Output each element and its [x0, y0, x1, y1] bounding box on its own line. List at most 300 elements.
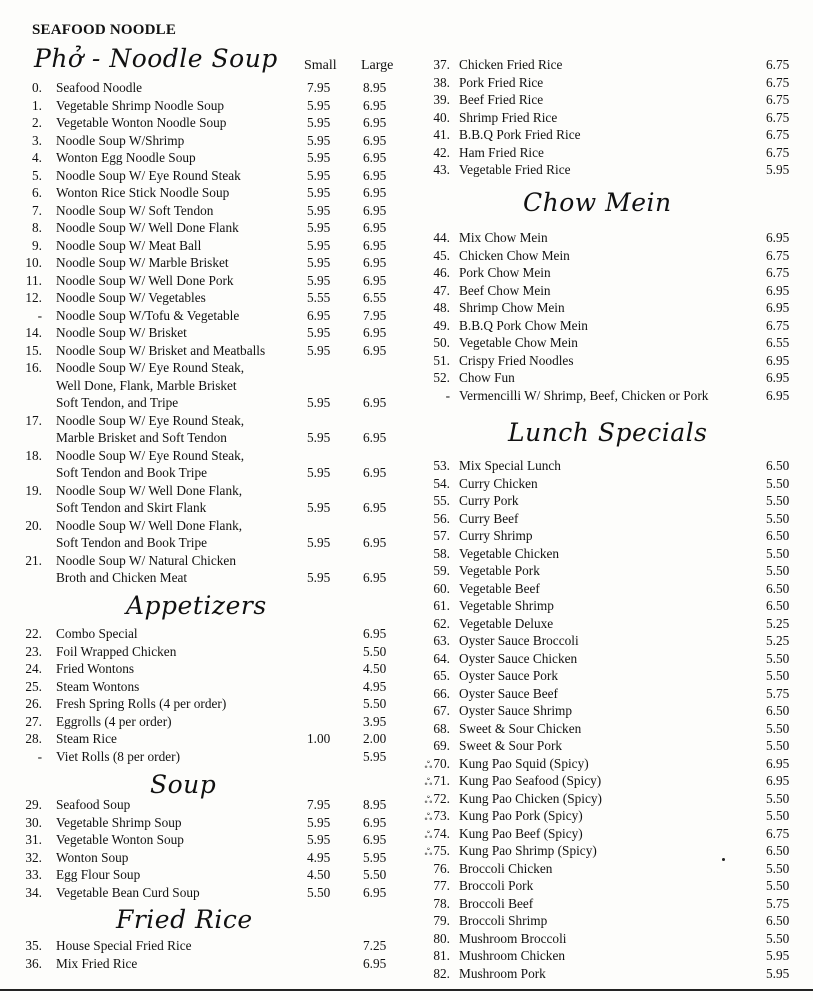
- menu-item: [0, 412, 420, 429]
- item-name: Vegetable Deluxe: [459, 615, 554, 631]
- menu-item: [420, 895, 813, 912]
- small-price: 5.95: [307, 325, 331, 340]
- small-price: 5.95: [307, 500, 331, 515]
- item-name: Noodle Soup W/ Well Done Flank,: [56, 517, 243, 533]
- menu-item: [0, 678, 420, 695]
- item-number: [420, 912, 450, 929]
- item-name: Mushroom Broccoli: [459, 930, 567, 946]
- item-name: Noodle Soup W/ Brisket: [56, 325, 187, 340]
- item-number-text: 39.: [433, 92, 450, 107]
- menu-item: [420, 161, 813, 178]
- item-name: Vermencilli W/ Shrimp, Beef, Chicken or Pork: [459, 387, 709, 403]
- small-price: 5.95: [307, 814, 331, 830]
- item-number: 2.: [32, 115, 42, 130]
- large-price: 6.95: [363, 500, 387, 515]
- item-name: B.B.Q Pork Chow Mein: [459, 317, 588, 333]
- item-number: [420, 299, 450, 316]
- item-name: Beef Chow Mein: [459, 282, 551, 298]
- price: 5.50: [766, 668, 790, 683]
- item-number-text: 73.: [433, 808, 450, 823]
- item-name: Vegetable Bean Curd Soup: [56, 884, 200, 900]
- item-number-text: 53.: [433, 458, 450, 473]
- menu-item: [0, 625, 420, 642]
- spicy-icon: ஃ: [424, 759, 433, 771]
- item-name: Noodle Soup W/ Eye Round Steak: [56, 167, 241, 183]
- item-number-text: 69.: [433, 738, 450, 753]
- item-name: Vegetable Fried Rice: [459, 162, 571, 177]
- large-price: 6.95: [363, 185, 387, 200]
- item-name: Noodle Soup W/ Eye Round Steak,: [56, 360, 245, 375]
- menu-item: [420, 475, 813, 492]
- menu-item: [0, 324, 420, 341]
- price: 6.75: [766, 247, 790, 263]
- price: 6.50: [766, 580, 790, 596]
- price: 5.50: [766, 738, 790, 753]
- small-price: 5.95: [307, 465, 331, 480]
- item-name: Kung Pao Beef (Spicy): [459, 825, 583, 841]
- menu-item: [420, 510, 813, 527]
- item-name: Noodle Soup W/ Vegetables: [56, 290, 206, 305]
- large-price: 5.50: [363, 867, 387, 882]
- item-number: [420, 737, 450, 754]
- item-number: 4.: [32, 150, 42, 165]
- item-number-text: 70.: [433, 755, 450, 771]
- menu-item-continuation: [0, 377, 420, 394]
- price: 6.95: [766, 282, 790, 298]
- small-price: 5.95: [307, 220, 331, 235]
- price: 6.75: [766, 57, 790, 72]
- large-price: 6.95: [363, 220, 387, 235]
- price: 6.75: [766, 144, 790, 160]
- menu-item: [420, 720, 813, 737]
- menu-item: [420, 737, 813, 754]
- item-name: Kung Pao Shrimp (Spicy): [459, 843, 597, 858]
- item-number-text: 52.: [433, 370, 450, 385]
- item-name: Crispy Fried Noodles: [459, 352, 574, 368]
- item-name: Marble Brisket and Soft Tendon: [56, 430, 227, 445]
- stray-mark: [722, 858, 725, 861]
- item-number: 9.: [32, 237, 42, 253]
- item-number: [420, 56, 450, 73]
- menu-item: [420, 74, 813, 91]
- menu-item: [420, 790, 813, 807]
- price: 6.95: [766, 387, 790, 403]
- item-name: Pork Chow Mein: [459, 265, 551, 280]
- item-number: 3.: [32, 132, 42, 148]
- item-number: 5.: [32, 167, 42, 183]
- price: 6.95: [766, 352, 790, 368]
- item-name: Oyster Sauce Chicken: [459, 650, 578, 666]
- item-name: B.B.Q Pork Fried Rice: [459, 127, 581, 142]
- item-number: [420, 842, 450, 861]
- large-price: 6.95: [363, 272, 387, 288]
- spicy-icon: ஃ: [424, 829, 433, 841]
- item-number: 29.: [25, 797, 42, 812]
- item-number: [420, 317, 450, 334]
- price: 5.75: [766, 685, 790, 701]
- menu-item: [420, 545, 813, 562]
- item-name: Soft Tendon and Skirt Flank: [56, 500, 207, 515]
- item-number: [420, 615, 450, 632]
- spicy-icon: ஃ: [424, 777, 433, 788]
- price: 6.75: [766, 317, 790, 333]
- item-name: Vegetable Chicken: [459, 545, 560, 561]
- menu-item: [420, 947, 813, 964]
- item-name: Vegetable Wonton Noodle Soup: [56, 115, 227, 130]
- item-name: Broccoli Chicken: [459, 860, 553, 876]
- menu-item: [0, 114, 420, 131]
- item-name: Noodle Soup W/Tofu & Vegetable: [56, 307, 240, 323]
- large-price: 6.95: [363, 150, 387, 165]
- item-name: Oyster Sauce Beef: [459, 685, 558, 701]
- spicy-icon: ஃ: [424, 812, 433, 823]
- item-number: [420, 109, 450, 126]
- small-price: 5.95: [307, 167, 331, 183]
- item-number: [420, 527, 450, 544]
- item-name: Vegetable Beef: [459, 580, 540, 596]
- menu-item: [0, 359, 420, 376]
- menu-item: [0, 695, 420, 712]
- large-price: 4.50: [363, 661, 387, 676]
- price: 5.25: [766, 633, 790, 648]
- item-number: [420, 755, 450, 774]
- item-number-text: 82.: [433, 965, 450, 981]
- item-number: [420, 229, 450, 246]
- item-number-text: 67.: [433, 703, 450, 718]
- item-name: Wonton Soup: [56, 849, 129, 865]
- menu-item: [0, 831, 420, 848]
- large-price: 6.95: [363, 255, 387, 270]
- item-number-text: 81.: [433, 948, 450, 963]
- large-price: 6.95: [363, 535, 387, 550]
- price: 5.50: [766, 493, 790, 508]
- price: 6.55: [766, 335, 790, 350]
- large-price: 6.95: [363, 325, 387, 340]
- small-price: 5.95: [307, 132, 331, 148]
- large-price: 4.95: [363, 678, 387, 694]
- item-number: [420, 264, 450, 281]
- item-number: [420, 457, 450, 474]
- small-price: 4.50: [307, 867, 331, 882]
- item-name: Noodle Soup W/ Meat Ball: [56, 237, 202, 253]
- item-number-text: 37.: [433, 57, 450, 72]
- spicy-icon: ஃ: [424, 794, 433, 806]
- item-name: Foil Wrapped Chicken: [56, 643, 177, 659]
- price: 6.50: [766, 843, 790, 858]
- menu-item: [420, 965, 813, 982]
- large-price: 6.95: [363, 97, 387, 113]
- large-price: 6.95: [363, 430, 387, 445]
- item-name: Broccoli Beef: [459, 895, 534, 911]
- large-price: 6.95: [363, 814, 387, 830]
- small-price: 5.95: [307, 185, 331, 200]
- item-number: 25.: [25, 678, 42, 694]
- chow-mein-heading: Chow Mein: [523, 188, 672, 217]
- price: 5.50: [766, 720, 790, 736]
- item-name: Chicken Chow Mein: [459, 247, 570, 263]
- small-price: 5.95: [307, 570, 331, 585]
- item-name: Curry Beef: [459, 510, 519, 526]
- item-name: Viet Rolls (8 per order): [56, 748, 181, 764]
- item-number: 28.: [25, 731, 42, 746]
- item-number-text: 43.: [433, 162, 450, 177]
- large-price: 6.95: [363, 342, 387, 358]
- item-name: Mix Special Lunch: [459, 458, 561, 473]
- item-number-text: 40.: [433, 109, 450, 125]
- item-number: 36.: [25, 955, 42, 971]
- menu-item: [0, 643, 420, 660]
- menu-item: [420, 457, 813, 474]
- menu-item: [420, 299, 813, 316]
- menu-item: [0, 149, 420, 166]
- price: 5.75: [766, 895, 790, 911]
- item-number: [420, 632, 450, 649]
- menu-item: [420, 56, 813, 73]
- small-price: 5.95: [307, 430, 331, 445]
- item-number: 7.: [32, 202, 42, 218]
- price: 5.50: [766, 790, 790, 806]
- small-price: 1.00: [307, 731, 331, 746]
- menu-item: [420, 930, 813, 947]
- fried-rice-heading: Fried Rice: [116, 905, 253, 934]
- menu-item: [0, 849, 420, 866]
- price: 6.50: [766, 913, 790, 928]
- price: 5.50: [766, 860, 790, 876]
- menu-item: [0, 272, 420, 289]
- menu-item: [0, 219, 420, 236]
- menu-item: [420, 334, 813, 351]
- small-column-header: Small: [304, 58, 337, 73]
- small-price: 4.95: [307, 849, 331, 865]
- menu-item-continuation: [0, 499, 420, 516]
- item-number: 24.: [25, 661, 42, 676]
- item-number-text: 45.: [433, 247, 450, 263]
- large-column-header: Large: [361, 58, 394, 73]
- large-price: 6.95: [363, 832, 387, 847]
- item-number: [420, 126, 450, 143]
- item-number: 16.: [25, 360, 42, 375]
- item-number: 12.: [25, 290, 42, 305]
- item-name: Noodle Soup W/ Well Done Pork: [56, 272, 234, 288]
- item-name: Oyster Sauce Broccoli: [459, 633, 579, 648]
- item-number-text: 58.: [433, 545, 450, 561]
- lunch-specials-heading: Lunch Specials: [508, 418, 708, 447]
- large-price: 6.95: [363, 132, 387, 148]
- large-price: 6.55: [363, 290, 387, 305]
- price: 6.95: [766, 773, 790, 788]
- item-name: Curry Chicken: [459, 475, 538, 491]
- item-number: 10.: [25, 255, 42, 270]
- small-price: 5.95: [307, 237, 331, 253]
- item-number-text: 51.: [433, 352, 450, 368]
- item-name: Noodle Soup W/ Brisket and Meatballs: [56, 342, 266, 358]
- item-number: [420, 720, 450, 737]
- large-price: 6.95: [363, 395, 387, 410]
- small-price: 5.95: [307, 272, 331, 288]
- small-price: 5.95: [307, 395, 331, 410]
- appetizers-heading: Appetizers: [126, 591, 267, 620]
- item-number-text: 60.: [433, 580, 450, 596]
- item-name: Wonton Rice Stick Noodle Soup: [56, 185, 230, 200]
- menu-item: [0, 730, 420, 747]
- large-price: 6.95: [363, 884, 387, 900]
- small-price: 7.95: [307, 80, 331, 95]
- item-number: [420, 580, 450, 597]
- item-name: Steam Wontons: [56, 678, 140, 694]
- menu-item: [0, 552, 420, 569]
- menu-item: [420, 842, 813, 859]
- menu-item: [0, 132, 420, 149]
- item-number: [420, 144, 450, 161]
- item-number-text: 79.: [433, 913, 450, 928]
- item-name: Oyster Sauce Shrimp: [459, 703, 573, 718]
- large-price: 8.95: [363, 797, 387, 812]
- item-number-text: 61.: [433, 598, 450, 613]
- menu-item: [420, 825, 813, 842]
- menu-item: [0, 660, 420, 677]
- item-number-text: 68.: [433, 720, 450, 736]
- item-name: Noodle Soup W/ Well Done Flank: [56, 220, 239, 235]
- price: 6.75: [766, 825, 790, 841]
- item-number-text: 49.: [433, 317, 450, 333]
- price: 6.95: [766, 370, 790, 385]
- item-number-text: 48.: [433, 300, 450, 315]
- item-name: House Special Fried Rice: [56, 938, 192, 953]
- item-name: Vegetable Shrimp Soup: [56, 814, 182, 830]
- small-price: 5.95: [307, 342, 331, 358]
- soup-heading: Soup: [150, 770, 217, 799]
- item-number-text: 56.: [433, 510, 450, 526]
- item-number: [420, 930, 450, 947]
- item-name: Kung Pao Squid (Spicy): [459, 755, 589, 771]
- item-name: Curry Shrimp: [459, 528, 533, 543]
- item-number: [420, 510, 450, 527]
- item-name: Beef Fried Rice: [459, 92, 544, 107]
- item-number: [420, 492, 450, 509]
- item-number: [420, 895, 450, 912]
- item-name: Kung Pao Pork (Spicy): [459, 808, 583, 823]
- menu-item: [0, 517, 420, 534]
- item-number: [420, 74, 450, 91]
- item-name: Mix Chow Mein: [459, 230, 548, 245]
- item-number: [420, 334, 450, 351]
- item-number: 20.: [25, 517, 42, 533]
- item-name: Steam Rice: [56, 731, 117, 746]
- item-name: Vegetable Pork: [459, 563, 540, 578]
- menu-item: [420, 527, 813, 544]
- menu-item: [0, 79, 420, 96]
- item-name: Eggrolls (4 per order): [56, 713, 172, 729]
- item-number-text: 42.: [433, 144, 450, 160]
- menu-item: [420, 282, 813, 299]
- item-name: Noodle Soup W/Shrimp: [56, 132, 185, 148]
- item-name: Combo Special: [56, 626, 138, 641]
- item-number-text: 80.: [433, 930, 450, 946]
- page-title: SEAFOOD NOODLE: [32, 22, 177, 38]
- price: 6.75: [766, 265, 790, 280]
- item-name: Kung Pao Chicken (Spicy): [459, 790, 602, 806]
- item-name: Noodle Soup W/ Marble Brisket: [56, 255, 229, 270]
- price: 5.50: [766, 545, 790, 561]
- small-price: 5.55: [307, 290, 331, 305]
- item-number: 32.: [25, 849, 42, 865]
- price: 6.75: [766, 92, 790, 107]
- item-number-text: 77.: [433, 878, 450, 893]
- price: 5.50: [766, 930, 790, 946]
- item-number: 21.: [25, 552, 42, 568]
- large-price: 6.95: [363, 202, 387, 218]
- item-number: 27.: [25, 713, 42, 729]
- item-number: [420, 947, 450, 964]
- item-number-text: -: [445, 387, 450, 403]
- item-number: [420, 650, 450, 667]
- menu-item: [420, 229, 813, 246]
- item-number: [420, 597, 450, 614]
- small-price: 6.95: [307, 307, 331, 323]
- menu-item: [0, 713, 420, 730]
- price: 6.50: [766, 598, 790, 613]
- item-number-text: 64.: [433, 650, 450, 666]
- menu-item: [0, 447, 420, 464]
- item-number: [420, 91, 450, 108]
- item-name: Noodle Soup W/ Natural Chicken: [56, 552, 236, 568]
- menu-item-continuation: [0, 569, 420, 586]
- item-name: Ham Fried Rice: [459, 144, 544, 160]
- price: 6.50: [766, 458, 790, 473]
- menu-item-continuation: [0, 534, 420, 551]
- item-number: [420, 161, 450, 178]
- price: 5.50: [766, 650, 790, 666]
- item-number: 26.: [25, 696, 42, 711]
- menu-item: [420, 685, 813, 702]
- item-name: Soft Tendon and Book Tripe: [56, 465, 208, 480]
- menu-item: [0, 184, 420, 201]
- item-number: 23.: [25, 643, 42, 659]
- item-number: -: [37, 748, 42, 764]
- menu-item: [420, 860, 813, 877]
- price: 5.95: [766, 162, 790, 177]
- item-number: 0.: [32, 80, 42, 95]
- menu-item: [0, 202, 420, 219]
- price: 6.50: [766, 528, 790, 543]
- large-price: 6.95: [363, 626, 387, 641]
- item-number-text: 75.: [433, 843, 450, 858]
- item-name: Broccoli Shrimp: [459, 913, 548, 928]
- item-name: Broth and Chicken Meat: [56, 570, 188, 585]
- price: 6.75: [766, 127, 790, 142]
- large-price: 6.95: [363, 570, 387, 585]
- item-name: Broccoli Pork: [459, 878, 534, 893]
- large-price: 6.95: [363, 115, 387, 130]
- item-number: [420, 877, 450, 894]
- item-name: Mix Fried Rice: [56, 955, 138, 971]
- item-number: [420, 702, 450, 719]
- item-number: 18.: [25, 447, 42, 463]
- item-number: 33.: [25, 867, 42, 882]
- item-number-text: 59.: [433, 563, 450, 578]
- item-number: [420, 790, 450, 809]
- item-name: Noodle Soup W/ Eye Round Steak,: [56, 447, 245, 463]
- menu-item: [0, 796, 420, 813]
- item-number: [420, 387, 450, 404]
- price: 6.75: [766, 74, 790, 90]
- large-price: 2.00: [363, 731, 387, 746]
- menu-item: [0, 482, 420, 499]
- item-name: Vegetable Shrimp: [459, 598, 554, 613]
- menu-item: [0, 254, 420, 271]
- item-name: Shrimp Chow Mein: [459, 300, 565, 315]
- menu-item-continuation: [0, 394, 420, 411]
